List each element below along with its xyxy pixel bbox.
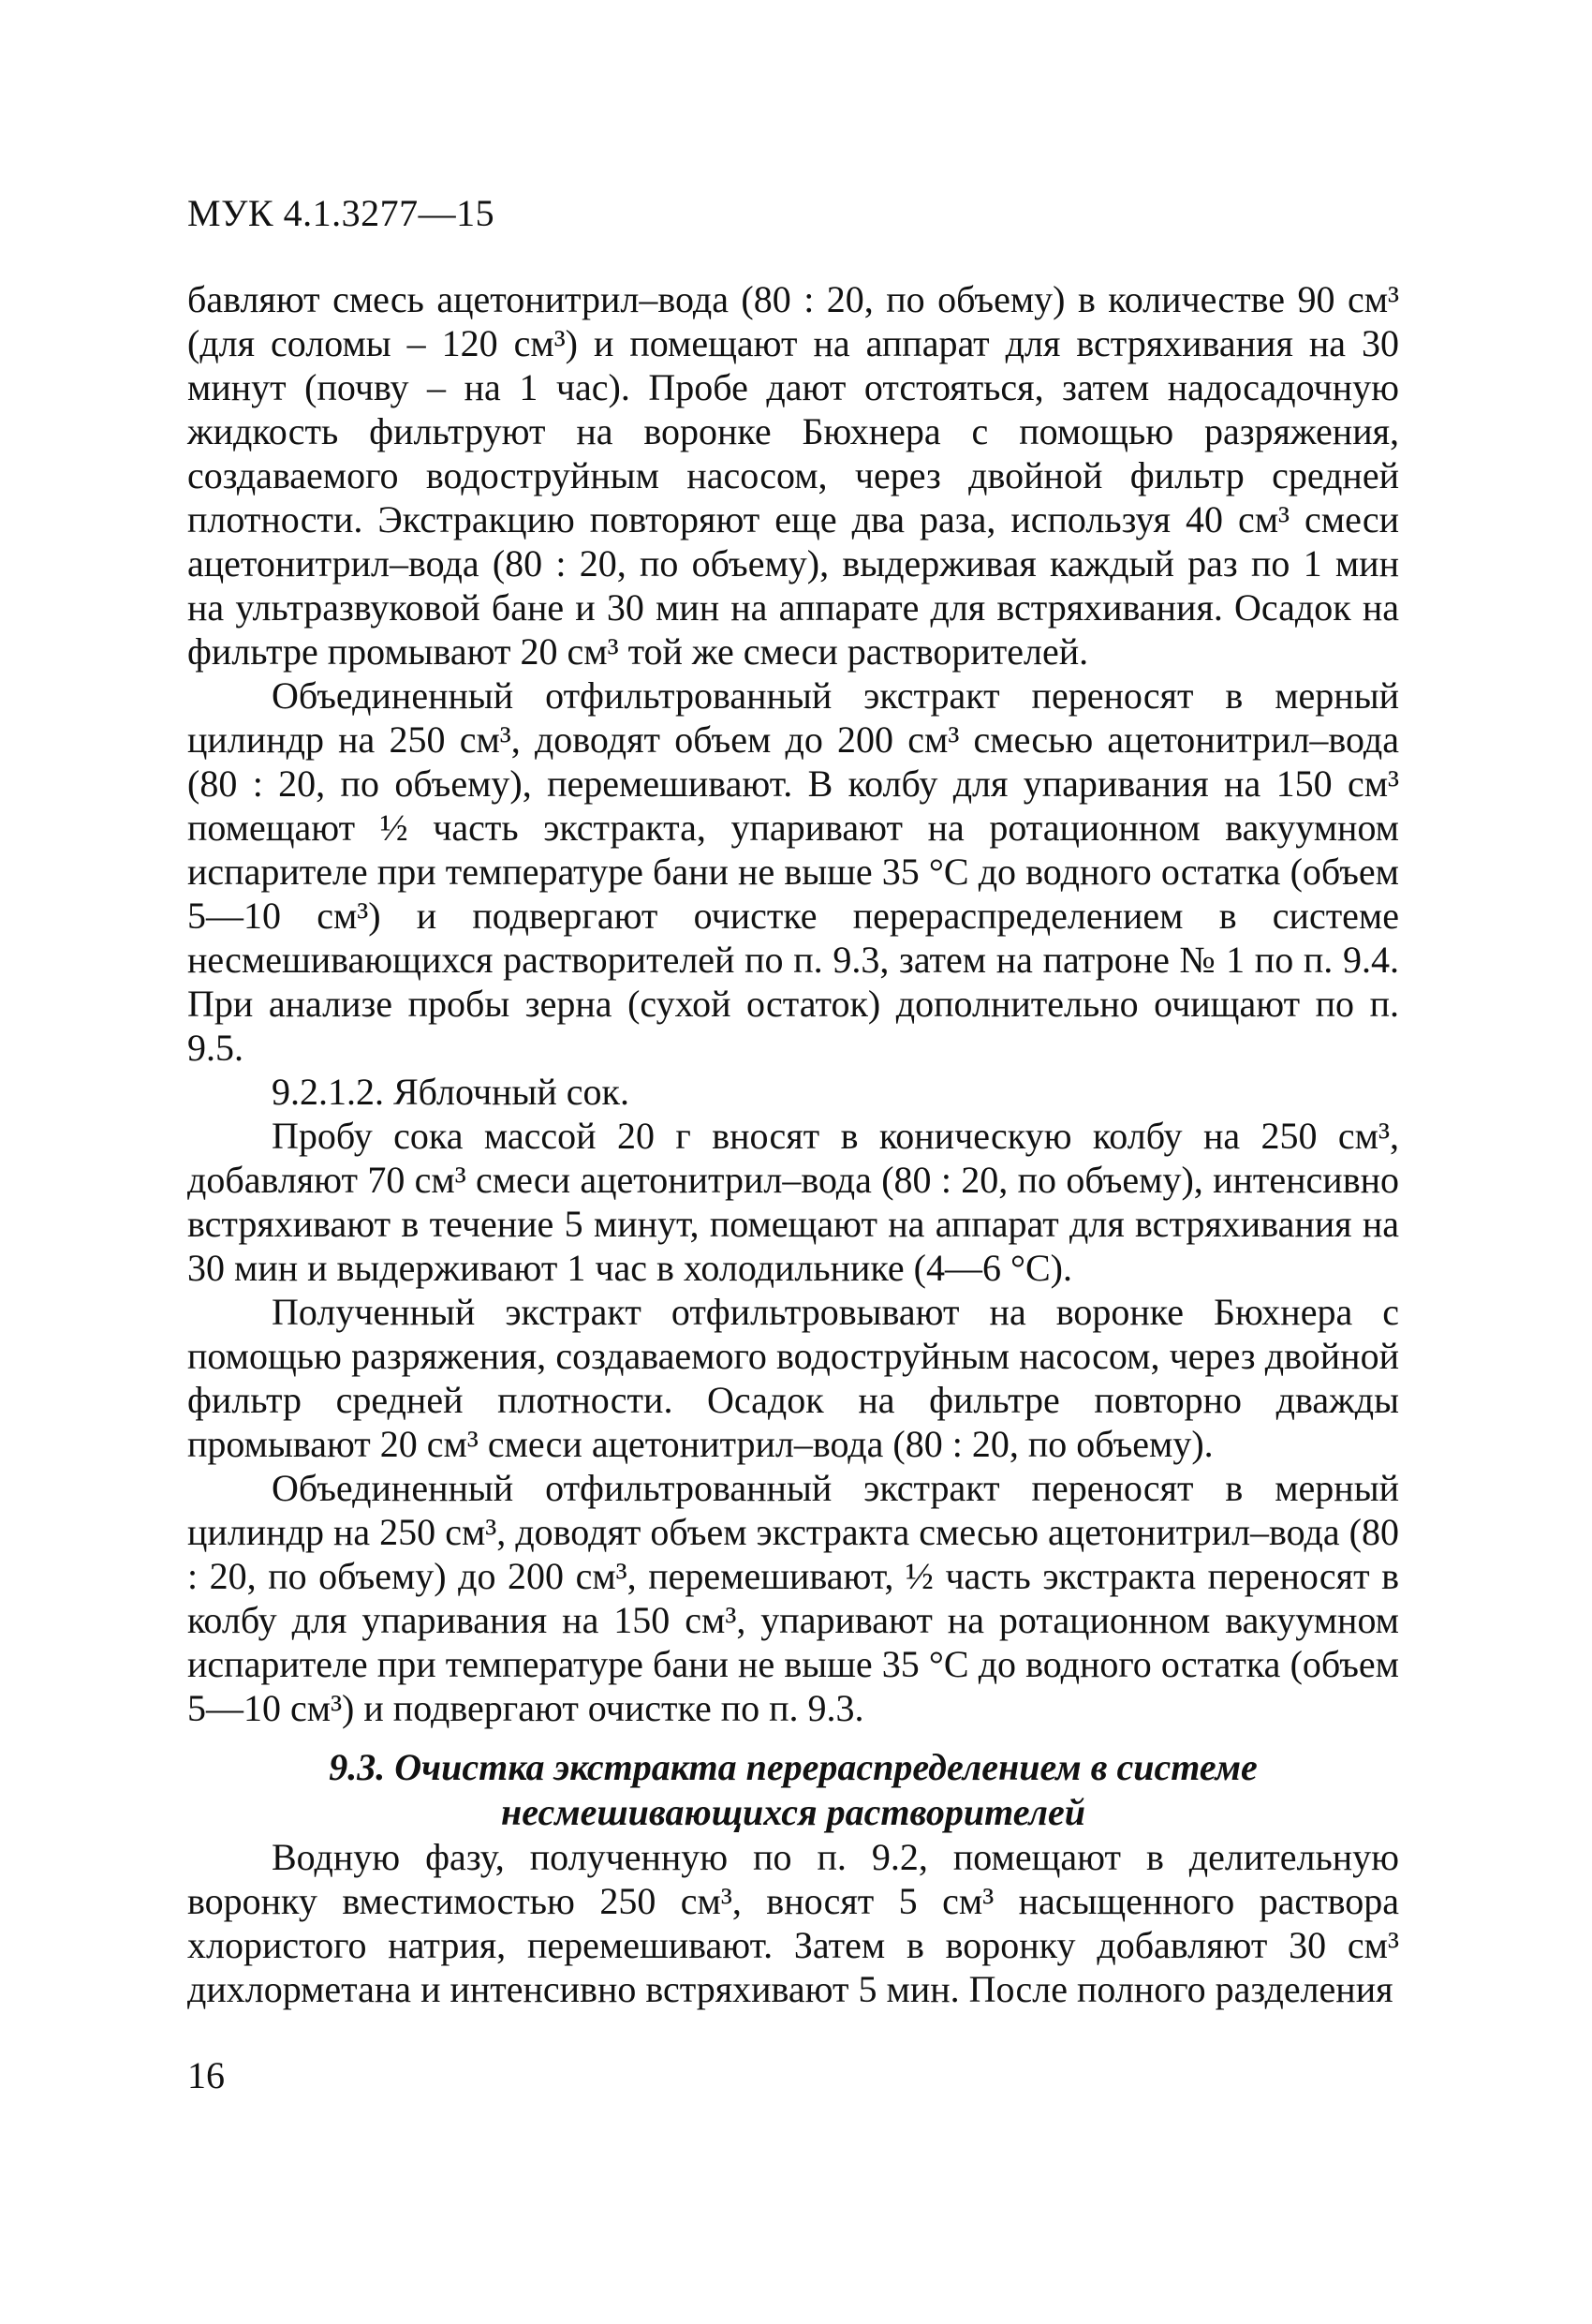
paragraph-juice-sample: Пробу сока массой 20 г вносят в коническую колбу на 250 см³, добавляют 70 см³ смеси ацетонитрил–вода (80 : 20, по объему), интенсивно встряхивают в течение 5 минут, помещают на аппарат для встряхивания на 30 мин и выдерживают 1 час в холодильнике (4—6 °С). <box>187 1115 1399 1289</box>
page-number: 16 <box>187 2054 225 2096</box>
page-header: МУК 4.1.3277—15 <box>187 192 495 234</box>
section-heading-line-2: несмешивающихся растворителей <box>501 1791 1085 1833</box>
paragraph-combined-extract: Объединенный отфильтрованный экстракт переносят в мерный цилиндр на 250 см³, доводят объем до 200 см³ смесью ацетонитрил–вода (80 : 20, по объему), перемешивают. В колбу для упаривания на 150 см³ помещают ½ часть экстракта, упаривают на ротационном вакуумном испарителе при температуре бани не выше 35 °С до водного остатка (объем 5—10 см³) и подвергают очистке перераспределением в системе несмешивающихся растворителей по п. 9.3, затем на патроне № 1 по п. 9.4. При анализе пробы зерна (сухой остаток) дополнительно очищают по п. 9.5. <box>187 674 1399 1069</box>
paragraph-filtration: Полученный экстракт отфильтровывают на воронке Бюхнера с помощью разряжения, создаваемого водоструйным насосом, через двойной фильтр средней плотности. Осадок на фильтре повторно дважды промывают 20 см³ смеси ацетонитрил–вода (80 : 20, по объему). <box>187 1291 1399 1465</box>
body-text <box>187 277 1399 2011</box>
subsection-apple-juice: 9.2.1.2. Яблочный сок. <box>272 1071 629 1113</box>
paragraph-continued: бавляют смесь ацетонитрил–вода (80 : 20, по объему) в количестве 90 см³ (для соломы – 120 см³) и помещают на аппарат для встряхивания на 30 минут (почву – на 1 час). Пробе дают отстояться, затем надосадочную жидкость фильтруют на воронке Бюхнера с помощью разряжения, создаваемого водоструйным насосом, через двойной фильтр средней плотности. Экстракцию повторяют еще два раза, используя 40 см³ смеси ацетонитрил–вода (80 : 20, по объему), выдерживая каждый раз по 1 мин на ультразвуковой бане и 30 мин на аппарате для встряхивания. Осадок на фильтре промывают 20 см³ той же смеси растворителей. <box>187 278 1399 673</box>
section-heading-line-1: 9.3. Очистка экстракта перераспределением в системе <box>329 1746 1258 1788</box>
paragraph-aqueous-phase: Водную фазу, полученную по п. 9.2, помещают в делительную воронку вместимостью 250 см³, вносят 5 см³ насыщенного раствора хлористого натрия, перемешивают. Затем в воронку добавляют 30 см³ дихлорметана и интенсивно встряхивают 5 мин. После полного разделения <box>187 1836 1399 2010</box>
paragraph-juice-combined-extract: Объединенный отфильтрованный экстракт переносят в мерный цилиндр на 250 см³, доводят объем экстракта смесью ацетонитрил–вода (80 : 20, по объему) до 200 см³, перемешивают, ½ часть экстракта переносят в колбу для упаривания на 150 см³, упаривают на ротационном вакуумном испарителе при температуре бани не выше 35 °С до водного остатка (объем 5—10 см³) и подвергают очистке по п. 9.3. <box>187 1467 1399 1729</box>
section-heading <box>187 1745 1399 1835</box>
